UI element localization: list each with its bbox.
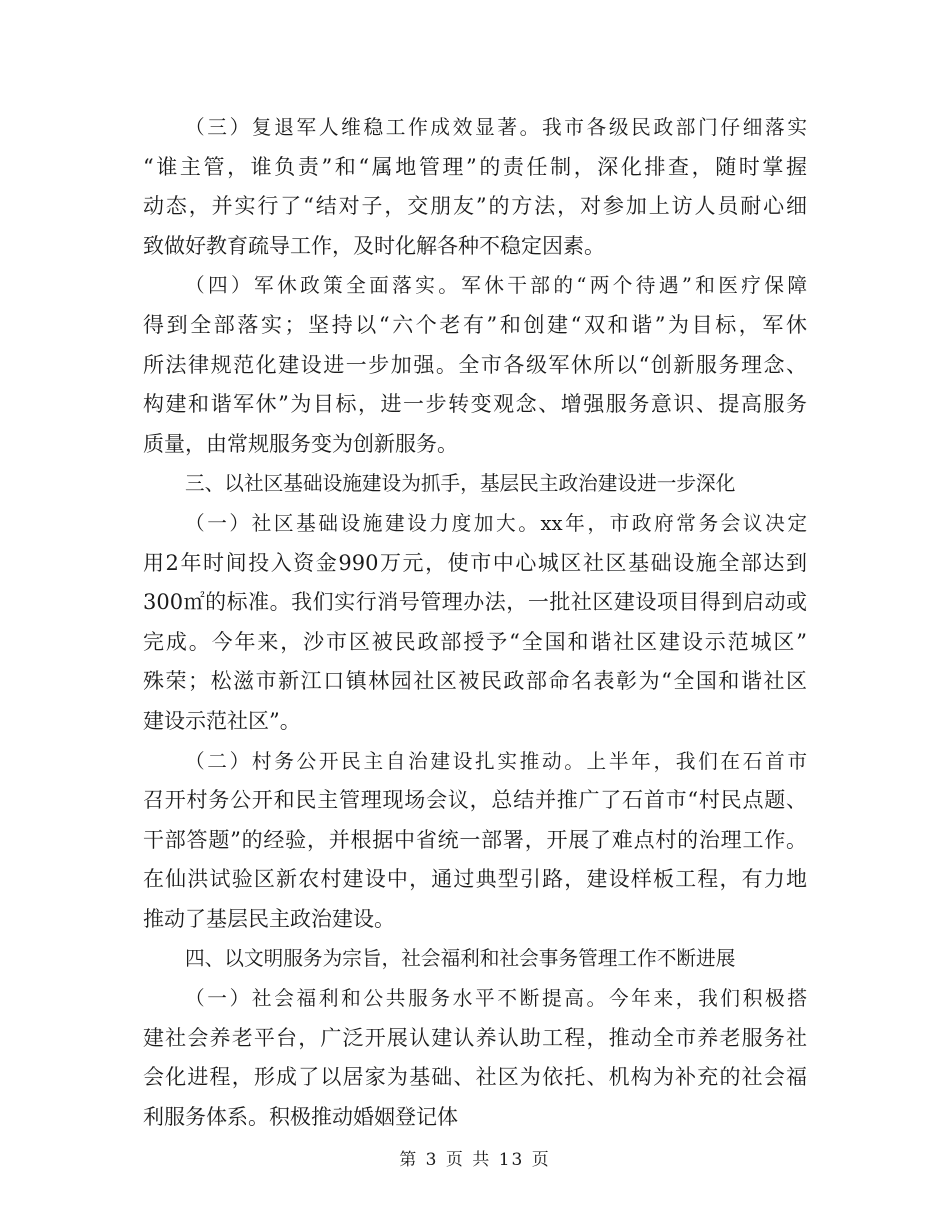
paragraph-first-line: 四、以文明服务为宗旨，社会福利和社会事务管理工作不断进展 — [185, 947, 736, 971]
paragraph-first-line: （三）复退军人维稳工作成效显著。我市各级民政部门仔细落实 — [185, 116, 807, 139]
paragraph-line: 召开村务公开和民主管理现场会议，总结并推广了石首市“村民点题、 — [143, 788, 807, 813]
paragraph-line: 殊荣；松滋市新江口镇林园社区被民政部命名表彰为“全国和谐社区 — [143, 669, 807, 694]
paragraph-line: 推动了基层民主政治建设。 — [143, 906, 395, 931]
paragraph-first-line: （二）村务公开民主自治建设扎实推动。上半年，我们在石首市 — [185, 749, 807, 773]
paragraph-line: 完成。今年来，沙市区被民政部授予“全国和谐社区建设示范城区” — [143, 629, 807, 654]
paragraph-first-line: （一）社会福利和公共服务水平不断提高。今年来，我们积极搭 — [185, 987, 807, 1011]
paragraph-first-line: 三、以社区基础设施建设为抓手，基层民主政治建设进一步深化 — [185, 472, 736, 496]
document-body — [143, 108, 807, 1137]
paragraph-first-line: （四）军休政策全面落实。军休干部的“两个待遇”和医疗保障 — [185, 274, 807, 298]
paragraph-line: 利服务体系。积极推动婚姻登记体 — [143, 1104, 458, 1129]
paragraph-line: 300㎡的标准。我们实行消号管理办法，一批社区建设项目得到启动或 — [143, 590, 807, 615]
paragraph-line: 在仙洪试验区新农村建设中，通过典型引路，建设样板工程，有力地 — [143, 867, 807, 892]
page-footer: 第 3 页 共 13 页 — [399, 1150, 551, 1170]
paragraph-line: 会化进程，形成了以居家为基础、社区为依托、机构为补充的社会福 — [143, 1065, 807, 1090]
paragraph-line: 构建和谐军休”为目标，进一步转变观念、增强服务意识、提高服务 — [143, 392, 807, 417]
paragraph-line: “谁主管，谁负责”和“属地管理”的责任制，深化排查，随时掌握 — [143, 154, 807, 179]
paragraph-line: 得到全部落实；坚持以“六个老有”和创建“双和谐”为目标，军休 — [143, 312, 807, 337]
paragraph-line: 质量，由常规服务变为创新服务。 — [143, 431, 458, 456]
paragraph-line: 干部答题”的经验，并根据中省统一部署，开展了难点村的治理工作。 — [143, 827, 807, 852]
paragraph-line: 所法律规范化建设进一步加强。全市各级军休所以“创新服务理念、 — [143, 352, 807, 377]
paragraph-line: 致做好教育疏导工作，及时化解各种不稳定因素。 — [143, 233, 605, 258]
paragraph-first-line: （一）社区基础设施建设力度加大。xx年，市政府常务会议决定 — [185, 511, 807, 535]
paragraph-line: 建设示范社区”。 — [143, 708, 301, 733]
paragraph-line: 动态，并实行了“结对子，交朋友”的方法，对参加上访人员耐心细 — [143, 194, 807, 219]
paragraph-line: 建社会养老平台，广泛开展认建认养认助工程，推动全市养老服务社 — [143, 1025, 807, 1050]
paragraph-line: 用2年时间投入资金990万元，使市中心城区社区基础设施全部达到 — [143, 550, 807, 575]
